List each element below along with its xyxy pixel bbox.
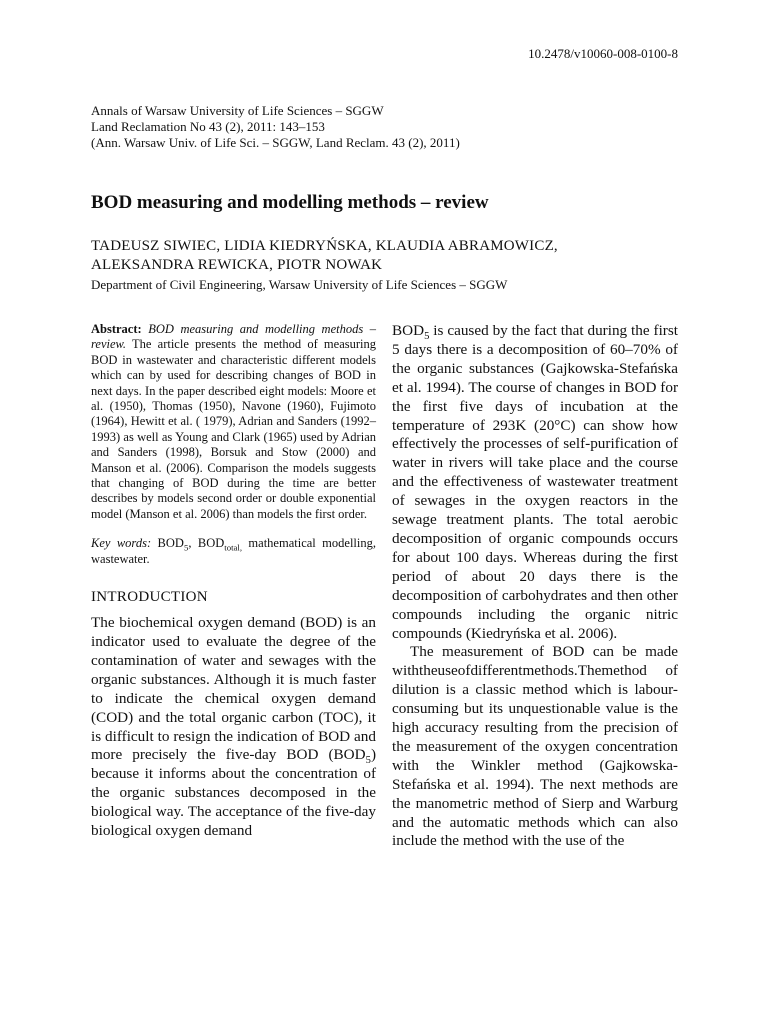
keyword-rest: mathematical modelling, wastewater.: [91, 536, 376, 566]
authors-line: TADEUSZ SIWIEC, LIDIA KIEDRYŃSKA, KLAUDIA ABRAMOWICZ,: [91, 238, 558, 254]
body-text: BOD: [392, 322, 425, 339]
doi: 10.2478/v10060-008-0100-8: [528, 46, 678, 61]
keywords: [91, 536, 376, 567]
authors-line: ALEKSANDRA REWICKA, PIOTR NOWAK: [91, 257, 383, 273]
section-heading: INTRODUCTION: [91, 589, 208, 606]
authors: [91, 237, 558, 275]
paper-title: BOD measuring and modelling methods – review: [91, 192, 489, 213]
journal-line: Annals of Warsaw University of Life Sciences – SGGW: [91, 103, 384, 118]
right-column: [392, 322, 678, 851]
body-paragraph: The measurement of BOD can be made withtheuseofdifferentmethods.Themethod of dilution is a classic method which is labour-consuming but its unquestionable value is the high accuracy resulting from the precision of the measurement of the oxygen concentration with the Winkler method (Gajkowska-Stefańska et al. 1994). The next methods are the manometric method of Sierp and Warburg and the automatic methods which can also include the method with the use of the: [392, 643, 678, 850]
keyword-bod-total: , BOD: [188, 536, 225, 551]
abstract-label: Abstract:: [91, 322, 142, 336]
body-sub: 5: [424, 331, 430, 343]
keyword-bod: BOD: [157, 536, 184, 551]
journal-info: [91, 103, 460, 151]
abstract-title: BOD measuring and modelling methods – review.: [91, 322, 376, 352]
keyword-sub: 5: [183, 542, 189, 553]
left-column: [91, 322, 376, 841]
keyword-sub: total,: [224, 542, 243, 553]
body-text: is caused by the fact that during the first 5 days there is a decomposition of 60–70% of the organic substances (Gajkowska-Stefańska et al. 1994). The course of changes in BOD for the first five days of incubation at the temperature of 293K (20°C) can show how effectively the processes of self-purification of water in rivers will take place and the course and the effectiveness of wastewater treatment of sewages in the oxygen reactors in the sewage treatment plants. The total aerobic decomposition of organic compounds occurs for about 100 days. Whereas during the first period of about 20 days there is the decomposition of carbohydrates and then other compounds including the organic nitric compounds (Kiedryńska et al. 2006).: [392, 322, 678, 642]
journal-line: Land Reclamation No 43 (2), 2011: 143–153: [91, 119, 325, 134]
abstract: [91, 322, 376, 522]
department: Department of Civil Engineering, Warsaw University of Life Sciences – SGGW: [91, 277, 508, 292]
keywords-label: Key words:: [91, 536, 152, 551]
intro-paragraph: [91, 614, 376, 841]
abstract-text: The article presents the method of measuring BOD in wastewater and characteristic different models which can by used for describing changes of BOD in next days. In the paper described eight models: Moore et al. (1950), Thomas (1950), Navone (1960), Fujimoto (1964), Hewitt et al. ( 1979), Adrian and Sanders (1992–1993) as well as Young and Clark (1965) used by Adrian and Sanders (1998), Borsuk and Stow (2000) and Manson et al. (2006). Comparison the models suggests that changing of BOD during the time are better describes by models second order or double exponential model (Manson et al. 2006) than models the first order.: [91, 337, 376, 521]
intro-sub: 5: [365, 755, 371, 767]
intro-text: The biochemical oxygen demand (BOD) is an indicator used to evaluate the degree of the contamination of water and sewages with the organic substances. Although it is much faster to indicate the chemical oxygen demand (COD) and the total organic carbon (TOC), it is difficult to resign the indication of BOD and more precisely the five-day BOD (BOD: [91, 614, 376, 764]
journal-line: (Ann. Warsaw Univ. of Life Sci. – SGGW, Land Reclam. 43 (2), 2011): [91, 135, 460, 150]
intro-text: ) because it informs about the concentration of the organic substances decomposed in the biological way. The acceptance of the five-day biological oxygen demand: [91, 746, 376, 840]
body-paragraph: [392, 322, 678, 643]
